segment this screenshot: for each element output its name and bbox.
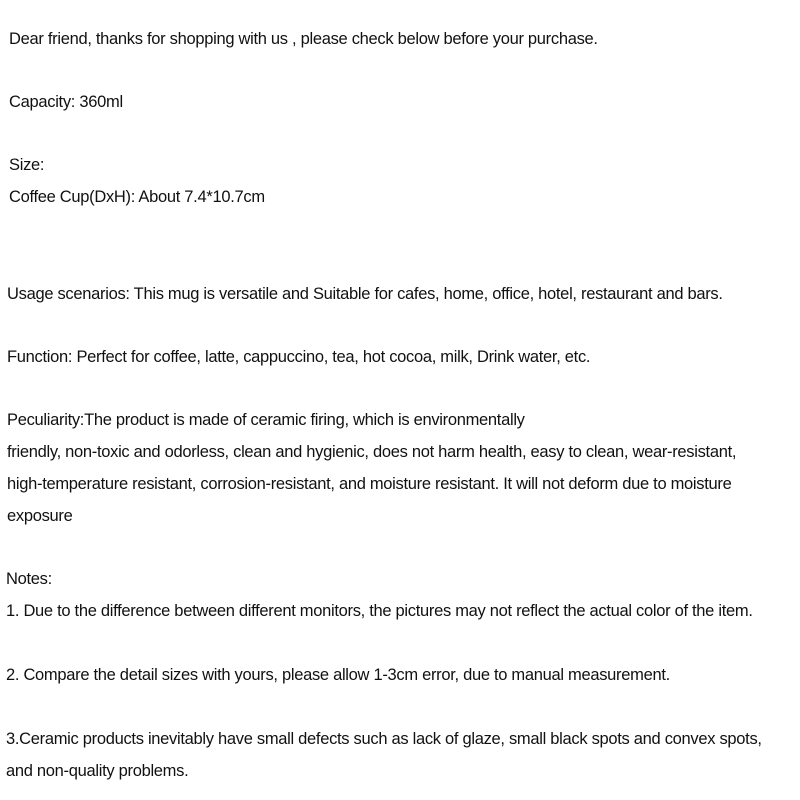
note-item-3-line: 3.Ceramic products inevitably have small defects such as lack of glaze, small black spots and convex spots, xyxy=(6,730,762,748)
note-item-2: 2. Compare the detail sizes with yours, please allow 1-3cm error, due to manual measurement. xyxy=(6,666,670,684)
size-value-text: Coffee Cup(DxH): About 7.4*10.7cm xyxy=(9,188,265,206)
note-item-3-line: and non-quality problems. xyxy=(6,762,189,780)
peculiarity-line: Peculiarity:The product is made of ceramic firing, which is environmentally xyxy=(7,411,525,429)
notes-heading: Notes: xyxy=(6,570,52,588)
peculiarity-line: exposure xyxy=(7,507,73,525)
usage-text: Usage scenarios: This mug is versatile and Suitable for cafes, home, office, hotel, restaurant and bars. xyxy=(7,285,723,303)
size-heading: Size: xyxy=(9,156,45,174)
note-item-1: 1. Due to the difference between different monitors, the pictures may not reflect the actual color of the item. xyxy=(6,602,753,620)
function-text: Function: Perfect for coffee, latte, cappuccino, tea, hot cocoa, milk, Drink water, etc. xyxy=(7,348,591,366)
peculiarity-line: friendly, non-toxic and odorless, clean and hygienic, does not harm health, easy to clean, wear-resistant, xyxy=(7,443,737,461)
capacity-text: Capacity: 360ml xyxy=(9,93,123,111)
peculiarity-line: high-temperature resistant, corrosion-resistant, and moisture resistant. It will not deform due to moisture xyxy=(7,475,732,493)
greeting-text: Dear friend, thanks for shopping with us , please check below before your purchase. xyxy=(9,30,598,48)
